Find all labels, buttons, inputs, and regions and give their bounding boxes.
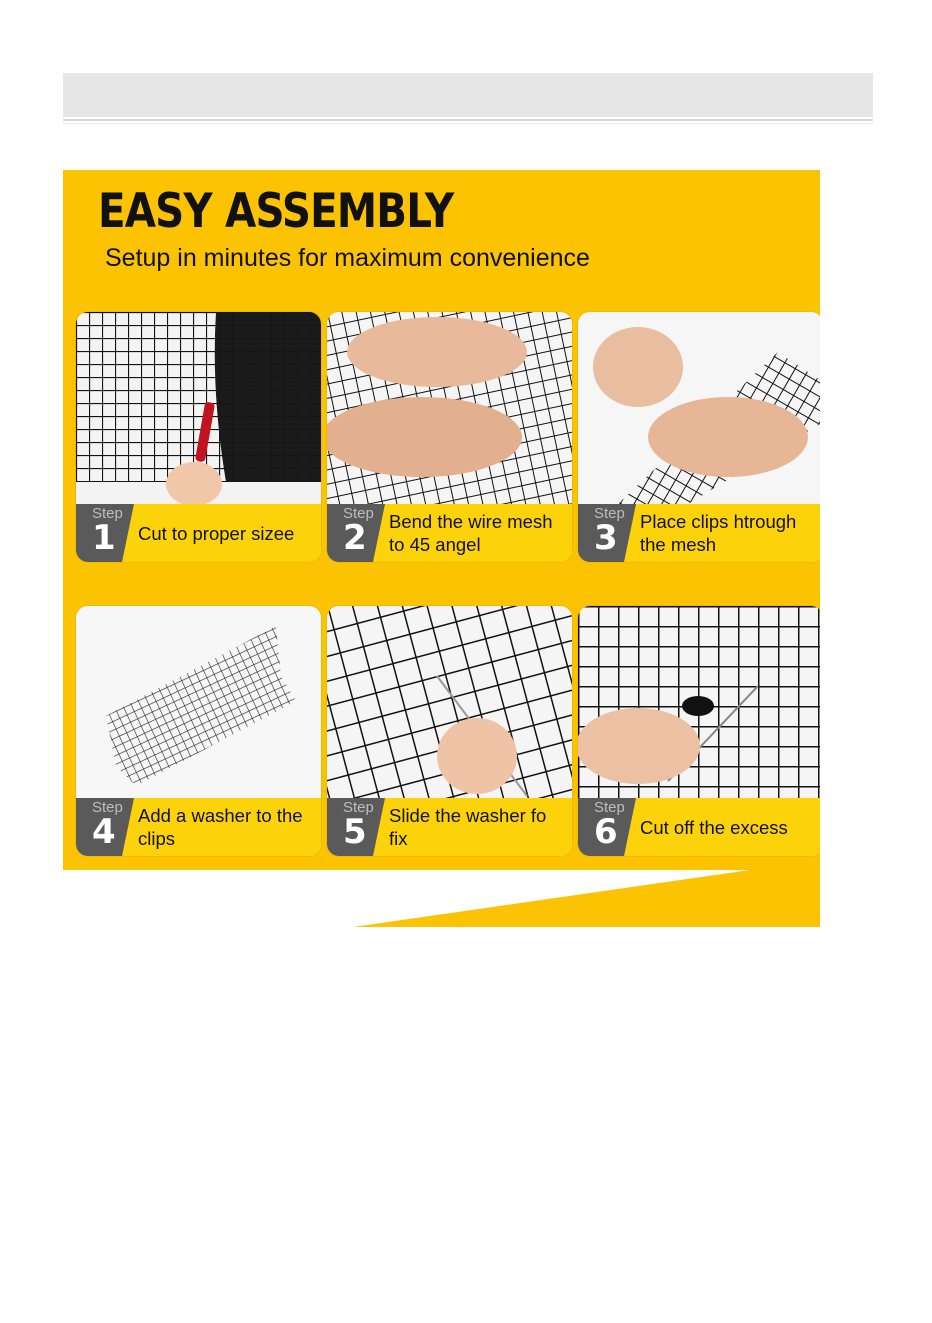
step-card-1 [76, 312, 321, 562]
step-3-text: Place clips htrough the mesh [640, 511, 797, 555]
step-2-caption [327, 504, 572, 562]
poster-title: EASY ASSEMBLY [98, 184, 454, 239]
step-4-photo [76, 606, 321, 798]
step-4-number: 4 [92, 812, 116, 852]
step-3-caption [578, 504, 820, 562]
step-card-4 [76, 606, 321, 856]
step-3-badge-word: Step [594, 505, 625, 522]
header-bar [63, 73, 873, 117]
step-2-badge-word: Step [343, 505, 374, 522]
step-3-photo [578, 312, 820, 504]
step-4-text: Add a washer to the clips [138, 805, 303, 849]
header-divider [63, 119, 873, 121]
step-1-badge [76, 504, 134, 562]
step-1-text: Cut to proper sizee [138, 522, 295, 544]
step-5-number: 5 [343, 812, 367, 852]
step-6-number: 6 [594, 812, 618, 852]
step-5-badge [327, 798, 385, 856]
step-6-photo [578, 606, 820, 798]
step-5-photo [327, 606, 572, 798]
step-6-badge [578, 798, 636, 856]
step-6-caption [578, 798, 820, 856]
step-card-6 [578, 606, 820, 856]
step-1-photo [76, 312, 321, 504]
step-1-badge-word: Step [92, 505, 123, 522]
step-4-badge-word: Step [92, 799, 123, 816]
step-1-caption [76, 504, 321, 562]
step-5-badge-word: Step [343, 799, 374, 816]
step-3-badge [578, 504, 636, 562]
header-divider-secondary [63, 123, 873, 124]
step-2-badge [327, 504, 385, 562]
poster-subtitle: Setup in minutes for maximum convenience [105, 244, 590, 272]
step-2-number: 2 [343, 518, 367, 558]
step-4-caption [76, 798, 321, 856]
step-2-photo [327, 312, 572, 504]
step-5-caption [327, 798, 572, 856]
step-card-2 [327, 312, 572, 562]
step-1-number: 1 [92, 518, 116, 558]
step-5-text: Slide the washer fo fix [389, 805, 547, 849]
step-card-5 [327, 606, 572, 856]
step-card-3 [578, 312, 820, 562]
step-6-badge-word: Step [594, 799, 625, 816]
step-3-number: 3 [594, 518, 618, 558]
step-6-text: Cut off the excess [640, 816, 788, 838]
step-4-badge [76, 798, 134, 856]
step-2-text: Bend the wire mesh to 45 angel [389, 511, 553, 555]
assembly-poster [63, 170, 820, 927]
